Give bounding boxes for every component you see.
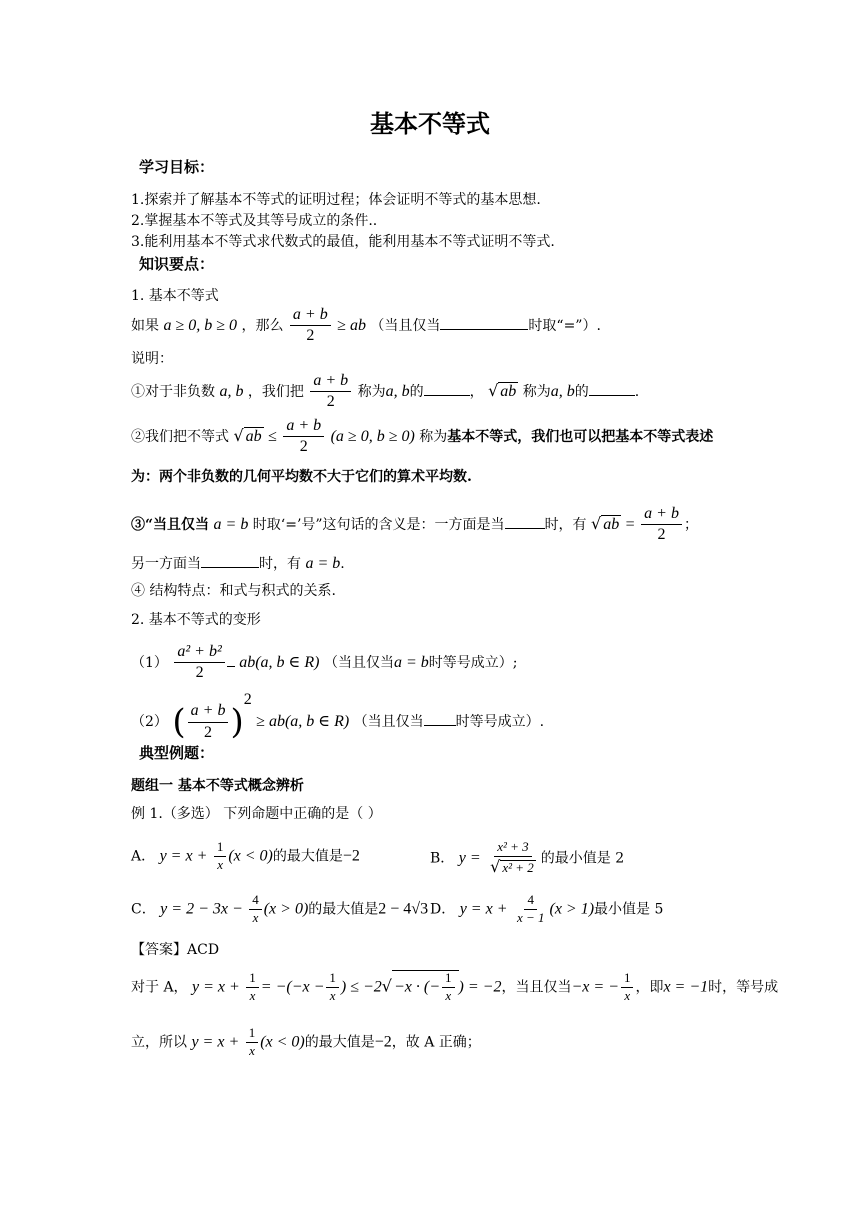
- solution-line-2: 立，所以 y = x + $\frac{1}{x}$ (x < 0)的最大值是−2，故 A 正确；: [131, 1025, 481, 1058]
- variant-1: （1） $\frac{\text{a² + b²}}{2}$ ab(a, b ∈ R) （当且仅当a = b时等号成立）;: [131, 643, 518, 682]
- sol-sqrt: −x · (− $\frac{1}{x}$: [392, 970, 459, 1004]
- blank-geo-mean[interactable]: [589, 381, 635, 396]
- condition-math: a ≥ 0, b ≥ 0: [163, 316, 238, 334]
- k2-heading: 2. 基本不等式的变形: [131, 612, 261, 628]
- answer: 【答案】ACD: [131, 942, 220, 958]
- option-C: C． y = 2 − 3x − $\frac{4}{x}$ (x > 0)的最大值是2 − 4√3: [131, 892, 429, 925]
- fraction-1-over-x: $\frac{1}{x}$: [214, 840, 227, 873]
- fraction-a-plus-b-over-2-b: $\frac{a + b}{2}$: [641, 505, 682, 545]
- option-A: A． y = x + $\frac{1}{x}$ (x < 0)的最大值是−2: [131, 839, 360, 872]
- objective-2: 2.掌握基本不等式及其等号成立的条件..: [131, 213, 378, 229]
- blank-equality-condition[interactable]: [440, 315, 528, 330]
- fraction-arith-mean: $\frac{a + b}{2}$: [310, 372, 351, 412]
- fraction-4-over-x-minus-1: $\frac{4}{x - 1}$: [516, 892, 545, 925]
- option-B: B． y = $\frac{\text{x² + 3}}{\text{√ x² + 2}}$ 的最小值是 2: [430, 839, 625, 876]
- note-4: ④ 结构特点：和式与积式的关系.: [131, 583, 336, 599]
- group-1-heading: 题组一 基本不等式概念辨析: [131, 778, 304, 794]
- knowledge-heading: 知识要点：: [139, 255, 215, 273]
- blank-arith-mean[interactable]: [424, 381, 470, 396]
- variant-2: （2） ( $\frac{a + b}{2}$ )$^2$ ≥ ab(a, b ∈ R) （当且仅当 时等号成立）.: [131, 691, 545, 742]
- objective-3: 3.能利用基本不等式求代数式的最值，能利用基本不等式证明不等式.: [131, 234, 555, 250]
- example-1-stem: 例 1.（多选） 下列命题中正确的是（ ）: [131, 806, 382, 822]
- blank-variant-1[interactable]: [227, 652, 235, 667]
- blank-condition-2[interactable]: [201, 553, 259, 568]
- objectives-heading: 学习目标：: [139, 158, 215, 176]
- note-2: ②我们把不等式 √ ab ≤ $\frac{a + b}{2}$ (a ≥ 0, b ≥ 0) 称为基本不等式，我们也可以把基本不等式表述: [131, 417, 714, 456]
- fraction-4-over-x: $\frac{4}{x}$: [249, 893, 262, 926]
- sol-fraction-2: $\frac{1}{x}$: [326, 971, 339, 1004]
- note-1: ①对于非负数 a, b ，我们把 $\frac{a + b}{2}$ 称为a, b的 ， √ ab 称为a, b的 .: [131, 372, 640, 411]
- blank-condition-1[interactable]: [505, 514, 545, 529]
- sol-fraction-1: $\frac{1}{x}$: [246, 971, 259, 1004]
- fraction-basic-ineq: $\frac{a + b}{2}$: [283, 417, 324, 457]
- fraction-squared: $\frac{a + b}{2}$: [188, 702, 229, 742]
- note-3-cont: 另一方面当 时，有 a = b.: [131, 555, 345, 572]
- fraction-a2-plus-b2-over-2: $\frac{\text{a² + b²}}{2}$: [174, 643, 224, 683]
- k1-heading: 1. 基本不等式: [131, 288, 219, 304]
- note-3: ③“当且仅当 a = b 时取‘=’号”这句话的含义是：一方面是当 时，有 √ ab = $\frac{a + b}{2}$ ；: [131, 505, 698, 544]
- blank-variant-2[interactable]: [424, 711, 456, 726]
- option-D: D． y = x + $\frac{4}{x - 1}$ (x > 1)最小值是 5: [430, 892, 664, 925]
- note-2-cont: 为：两个非负数的几何平均数不大于它们的算术平均数.: [131, 469, 472, 485]
- examples-heading: 典型例题：: [139, 744, 215, 762]
- page-title: 基本不等式: [370, 110, 490, 138]
- k1-statement: 如果 a ≥ 0, b ≥ 0 ，那么 $\frac{a + b}{2}$ ≥ ab （当且仅当 时取“=”）.: [131, 306, 601, 345]
- solution-line-1: 对于 A， y = x + $\frac{1}{x}$ = −(−x − $\frac{1}{x}$ ) ≤ −2√ −x · (− $\frac{1}{x}$ ) = −2，当且仅当−x = − $\frac{1}{x}$ ，即x = −1时，等号成: [131, 970, 779, 1003]
- fraction-option-b: $\frac{\text{x² + 3}}{\text{√ x² + 2}}$: [490, 839, 534, 876]
- sqrt-ab: ab: [500, 382, 517, 400]
- objective-1: 1.探索并了解基本不等式的证明过程；体会证明不等式的基本思想.: [131, 192, 541, 208]
- note-label: 说明：: [131, 351, 173, 367]
- fraction-a-plus-b-over-2: $\frac{a + b}{2}$: [290, 306, 331, 346]
